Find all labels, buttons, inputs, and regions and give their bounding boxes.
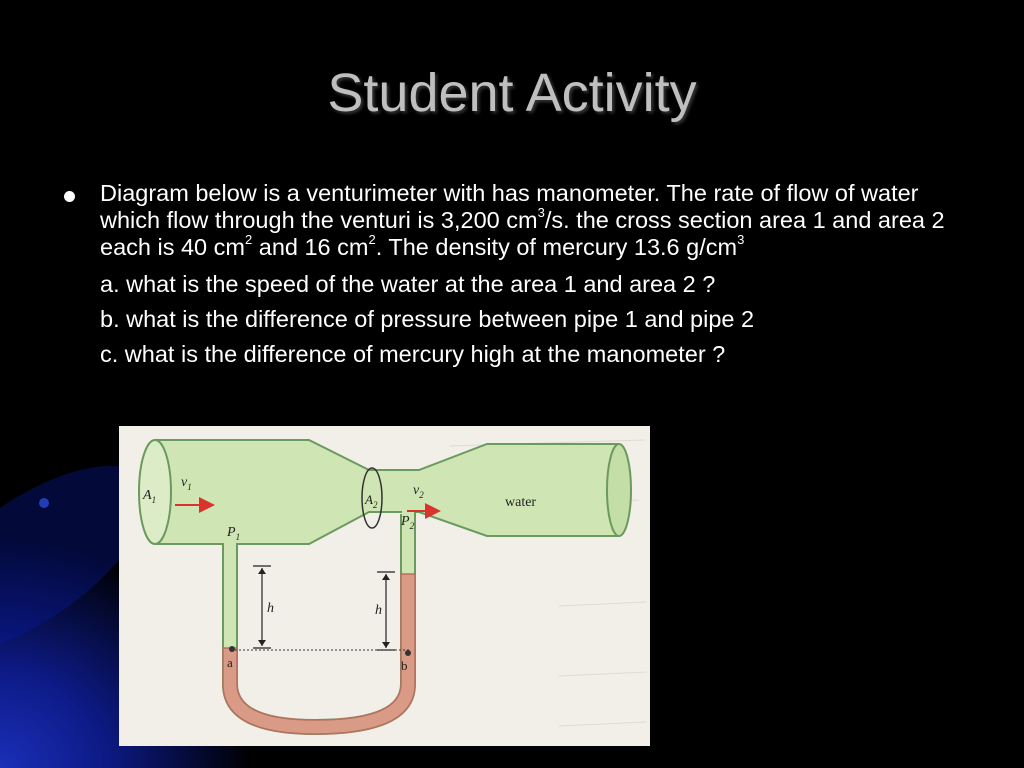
label-P1: $P_1$ <box>227 525 241 542</box>
superscript: 2 <box>368 232 376 248</box>
superscript: 3 <box>537 205 545 221</box>
venturimeter-svg <box>119 426 650 746</box>
label-h-right: h <box>375 603 382 618</box>
bullet-dot <box>64 191 75 202</box>
question-c: c. what is the difference of mercury high at the manometer ? <box>100 341 726 367</box>
venturimeter-diagram <box>119 426 650 746</box>
venturi-pipe <box>155 440 619 544</box>
label-water: water <box>505 495 537 510</box>
label-b: b <box>401 658 408 673</box>
slide-content <box>62 180 982 368</box>
bullet-paragraph <box>62 180 982 261</box>
bullet-text-4: . The density of mercury 13.6 g/cm <box>375 234 738 260</box>
label-h-left: h <box>267 601 274 616</box>
label-a: a <box>227 655 233 670</box>
bullet-text-1: Diagram below is a venturimeter with has manometer. The rate of flow of water which flow through the venturi is 3,200 cm <box>100 180 919 233</box>
superscript: 2 <box>244 232 253 248</box>
question-b: b. what is the difference of pressure between pipe 1 and pipe 2 <box>100 306 755 332</box>
point-a <box>229 646 235 652</box>
point-b <box>405 650 411 656</box>
slide-title: Student Activity <box>327 63 697 123</box>
superscript: 3 <box>737 232 745 248</box>
label-A1: $A_1$ <box>143 488 157 505</box>
bullet-text-2: /s. the cross section area 1 and area 2 each is 40 cm <box>100 207 945 260</box>
question-a: a. what is the speed of the water at the area 1 and area 2 ? <box>100 271 716 297</box>
outlet-opening <box>607 444 631 536</box>
label-v2: $v_2$ <box>413 483 424 500</box>
label-P2: $P_2$ <box>401 514 415 531</box>
label-v1: $v_1$ <box>181 475 192 492</box>
bullet-text-3: and 16 cm <box>252 234 369 260</box>
label-A2: $A_2$ <box>365 492 378 510</box>
